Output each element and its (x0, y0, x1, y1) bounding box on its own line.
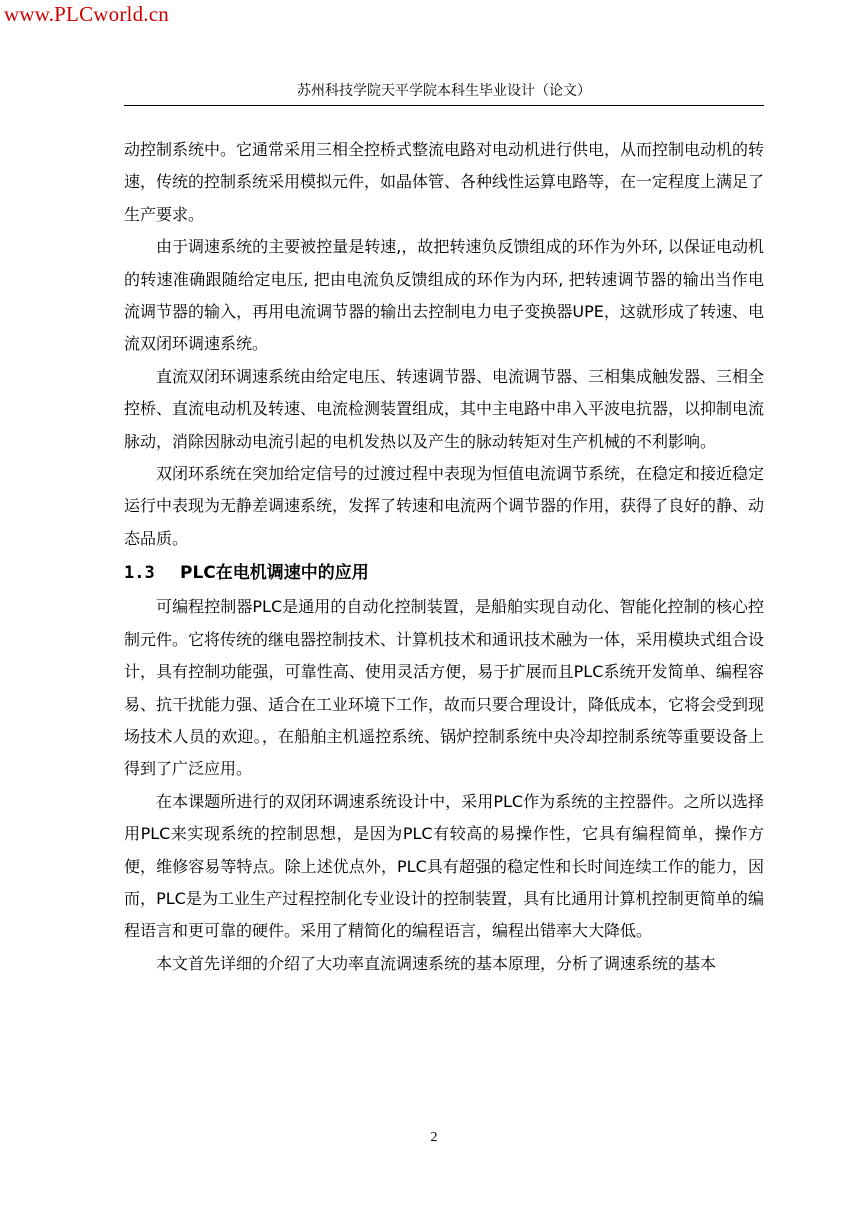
section-paragraph-2: 在本课题所进行的双闭环调速系统设计中，采用PLC作为系统的主控器件。之所以选择用PLC来实现系统的控制思想，是因为PLC有较高的易操作性，它具有编程简单，操作方便，维修容易等特点。除上述优点外，PLC具有超强的稳定性和长时间连续工作的能力，因而，PLC是为工业生产过程控制化专业设计的控制装置，具有比通用计算机控制更简单的编程语言和更可靠的硬件。采用了精简化的编程语言，编程出错率大大降低。 (124, 791, 764, 941)
page-header: 苏州科技学院天平学院本科生毕业设计（论文） (297, 83, 591, 99)
watermark: www.PLCworld.cn (4, 2, 169, 26)
paragraph-3: 直流双闭环调速系统由给定电压、转速调节器、电流调节器、三相集成触发器、三相全控桥、直流电动机及转速、电流检测装置组成，其中主电路中串入平波电抗器，以抑制电流脉动，消除因脉动电流引起的电机发热以及产生的脉动转矩对生产机械的不利影响。 (124, 366, 765, 451)
section-title: PLC在电机调速中的应用 (180, 563, 369, 584)
paragraph-1: 动控制系统中。它通常采用三相全控桥式整流电路对电动机进行供电，从而控制电动机的转速，传统的控制系统采用模拟元件，如晶体管、各种线性运算电路等，在一定程度上满足了生产要求。 (124, 140, 765, 224)
section-heading (124, 555, 764, 591)
section-paragraph-3: 本文首先详细的介绍了大功率直流调速系统的基本原理，分析了调速系统的基本 (156, 953, 717, 973)
section-paragraph-1: 可编程控制器PLC是通用的自动化控制装置，是船舶实现自动化、智能化控制的核心控制元件。它将传统的继电器控制技术、计算机技术和通讯技术融为一体，采用模块式组合设计，具有控制功能强，可靠性高、使用灵活方便，易于扩展而且PLC系统开发简单、编程容易、抗干扰能力强、适合在工业环境下工作，故而只要合理设计，降低成本，它将会受到现场技术人员的欢迎。，在船舶主机遥控系统、锅炉控制系统中央冷却控制系统等重要设备上得到了广泛应用。 (124, 597, 765, 779)
section-number: 1.3 (124, 563, 155, 584)
paragraph-4: 双闭环系统在突加给定信号的过渡过程中表现为恒值电流调节系统，在稳定和接近稳定运行中表现为无静差调速系统，发挥了转速和电流两个调节器的作用，获得了良好的静、动态品质。 (124, 464, 765, 548)
paragraph-2: 由于调速系统的主要被控量是转速,，故把转速负反馈组成的环作为外环, 以保证电动机的转速准确跟随给定电压, 把由电流负反馈组成的环作为内环, 把转速调节器的输出当作电流调节器的输入，再用电流调节器的输出去控制电力电子变换器UPE，这就形成了转速、电流双闭环调速系统。 (124, 237, 764, 354)
header-rule (124, 105, 764, 106)
page-number: 2 (430, 1130, 438, 1145)
document-body (124, 134, 764, 980)
